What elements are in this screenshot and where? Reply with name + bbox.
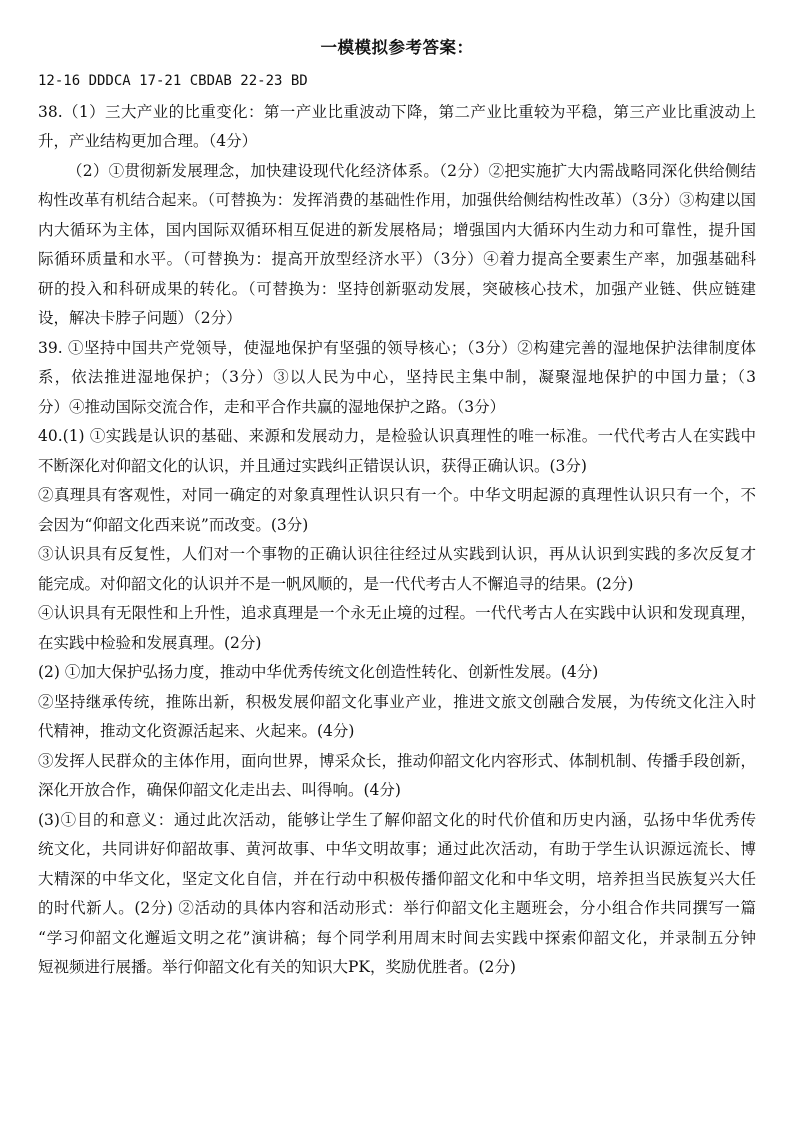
answer-40-line-1: 40.(1) ①实践是认识的基础、来源和发展动力，是检验认识真理性的唯一标准。一代代考古人在实践中 [38, 427, 756, 445]
answer-40-line-3: ②真理具有客观性，对同一确定的对象真理性认识只有一个。中华文明起源的真理性认识只有一个，不 [38, 486, 756, 504]
answer-40-line-18: “学习仰韶文化邂逅文明之花”演讲稿；每个同学利用周末时间去实践中探索仰韶文化，并录制五分钟 [38, 929, 756, 947]
answer-40-line-12: ③发挥人民群众的主体作用，面向世界，博采众长，推动仰韶文化内容形式、体制机制、传播手段创新， [38, 752, 756, 770]
answer-40-line-8: 在实践中检验和发展真理。(2分) [38, 634, 262, 652]
answer-40-line-6: 能完成。对仰韶文化的认识并不是一帆风顺的，是一代代考古人不懈追寻的结果。(2分) [38, 575, 634, 593]
answer-38-line-3: （2）①贯彻新发展理念，加快建设现代化经济体系。（2分）②把实施扩大内需战略同深化供给侧结 [67, 162, 756, 180]
answer-40-line-4: 会因为“仰韶文化西来说”而改变。(3分) [38, 516, 309, 534]
answer-40-line-13: 深化开放合作，确保仰韶文化走出去、叫得响。(4分) [38, 781, 401, 799]
answer-39-line-1: 39. ①坚持中国共产党领导，使湿地保护有坚强的领导核心；（3分）②构建完善的湿地保护法律制度体 [38, 339, 756, 357]
answer-40-line-5: ③认识具有反复性，人们对一个事物的正确认识往往经过从实践到认识，再从认识到实践的多次反复才 [38, 545, 756, 563]
answer-40-line-11: 代精神，推动文化资源活起来、火起来。(4分) [38, 722, 355, 740]
answer-38-line-4: 构性改革有机结合起来。（可替换为：发挥消费的基础性作用，加强供给侧结构性改革）（3分）③构建以国 [38, 191, 756, 209]
answer-40-line-2: 不断深化对仰韶文化的认识，并且通过实践纠正错误认识，获得正确认识。(3分) [38, 457, 587, 475]
answer-38-line-5: 内大循环为主体，国内国际双循环相互促进的新发展格局；增强国内大循环内生动力和可靠性，提升国 [38, 221, 756, 239]
answer-38-line-8: 设，解决卡脖子问题）（2分） [38, 309, 242, 327]
answer-40-line-9: (2) ①加大保护弘扬力度，推动中华优秀传统文化创造性转化、创新性发展。(4分) [38, 663, 599, 681]
answer-40-line-15: 统文化，共同讲好仰韶故事、黄河故事、中华文明故事；通过此次活动，有助于学生认识源远流长、博 [38, 840, 756, 858]
answer-38-line-2: 升，产业结构更加合理。（4分） [38, 132, 258, 150]
answer-40-line-10: ②坚持继承传统，推陈出新，积极发展仰韶文化事业产业，推进文旅文创融合发展，为传统文化注入时 [38, 693, 756, 711]
page-title: 一模模拟参考答案： [320, 38, 474, 57]
answer-38-line-1: 38.（1）三大产业的比重变化：第一产业比重波动下降，第二产业比重较为平稳，第三产业比重波动上 [38, 103, 756, 121]
answer-40-line-7: ④认识具有无限性和上升性，追求真理是一个永无止境的过程。一代代考古人在实践中认识和发现真理， [38, 604, 756, 622]
answer-39-line-2: 系，依法推进湿地保护；（3分）③以人民为中心，坚持民主集中制，凝聚湿地保护的中国力量；（3 [38, 368, 756, 386]
answer-38-line-6: 际循环质量和水平。（可替换为：提高开放型经济水平）（3分）④着力提高全要素生产率，加强基础科 [38, 250, 756, 268]
answer-40-line-16: 大精深的中华文化，坚定文化自信，并在行动中积极传播仰韶文化和中华文明，培养担当民族复兴大任 [38, 870, 756, 888]
answer-39-line-3: 分）④推动国际交流合作，走和平合作共赢的湿地保护之路。（3分） [38, 398, 506, 416]
answer-40-line-17: 的时代新人。(2分) ②活动的具体内容和活动形式：举行仰韶文化主题班会，分小组合作共同撰写一篇 [38, 899, 756, 917]
answer-38-line-7: 研的投入和科研成果的转化。（可替换为：坚持创新驱动发展，突破核心技术，加强产业链、供应链建 [38, 280, 756, 298]
multiple-choice-answers: 12-16 DDDCA 17-21 CBDAB 22-23 BD [38, 73, 308, 89]
answer-40-line-14: (3)①目的和意义：通过此次活动，能够让学生了解仰韶文化的时代价值和历史内涵，弘扬中华优秀传 [38, 811, 756, 829]
answer-40-line-19: 短视频进行展播。举行仰韶文化有关的知识大PK，奖励优胜者。(2分) [38, 958, 516, 976]
